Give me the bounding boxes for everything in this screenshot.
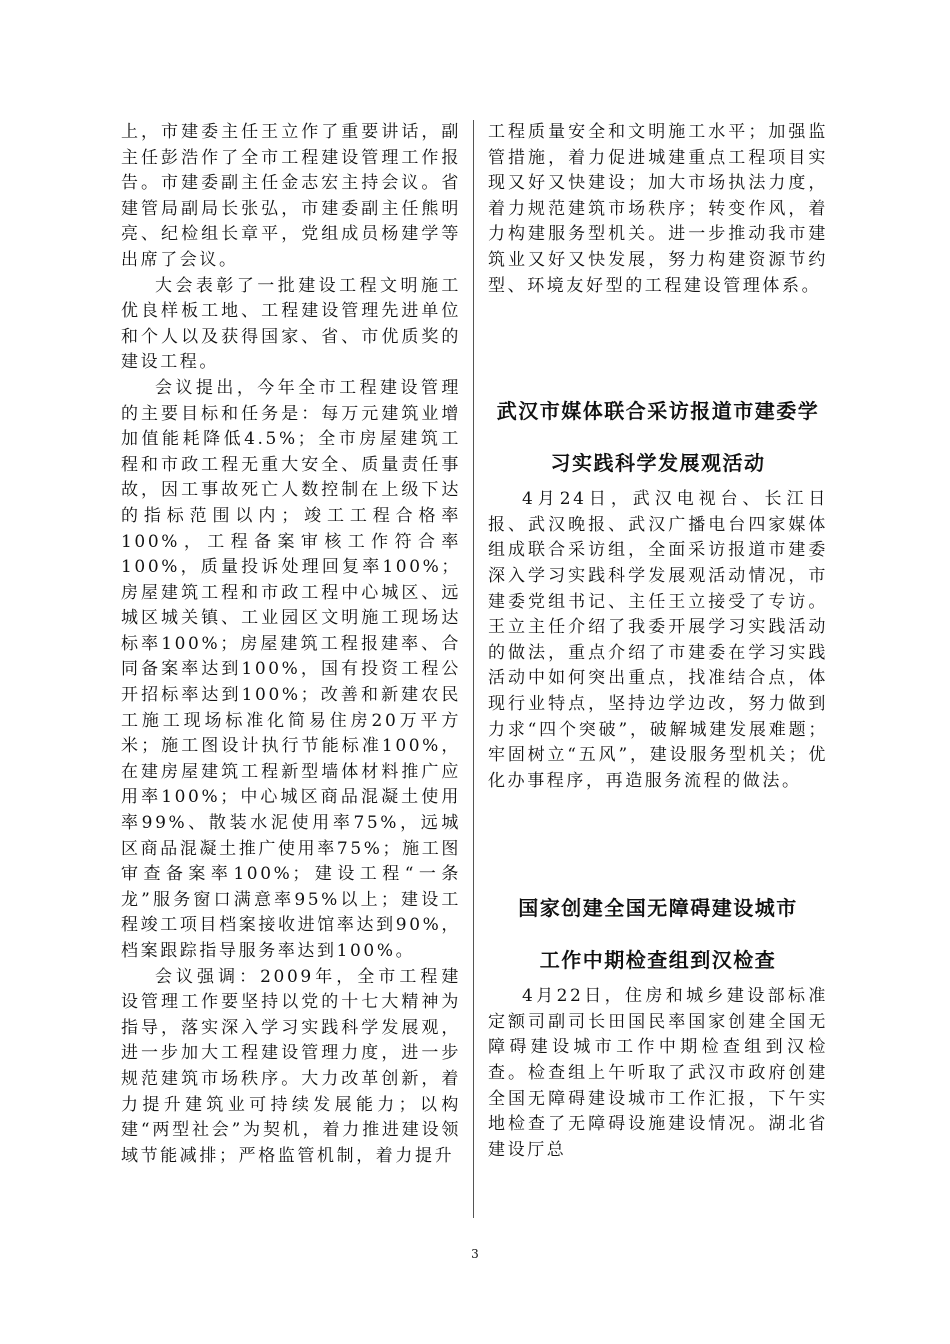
paragraph: 上，市建委主任王立作了重要讲话，副主任彭浩作了全市工程建设管理工作报告。市建委副主任金志宏主持会议。省建管局副局长张弘，市建委副主任熊明亮、纪检组长章平，党组成员杨建学等出席了会议。: [121, 122, 461, 270]
paragraph: 会议强调：2009年，全市工程建设管理工作要坚持以党的十七大精神为指导，落实深入学习实践科学发展观，进一步加大工程建设管理力度，进一步规范建筑市场秩序。大力改革创新，着力提升建筑业可持续发展能力；以构建“两型社会”为契机，着力推进建设领域节能减排；严格监管机制，着力提升: [121, 966, 461, 1166]
column-divider: [473, 120, 474, 1218]
page-number: 3: [471, 1247, 479, 1261]
paragraph: 工程质量安全和文明施工水平；加强监管措施，着力促进城建重点工程项目实现又好又快建设；加大市场执法力度，着力规范建筑市场秩序；转变作风，着力构建服务型机关。进一步推动我市建筑业又好又快发展，努力构建资源节约型、环境友好型的工程建设管理体系。: [488, 122, 828, 296]
article-title: 工作中期检查组到汉检查: [539, 948, 777, 973]
article-title: 国家创建全国无障碍建设城市: [518, 896, 798, 921]
paragraph: 4月24日，武汉电视台、长江日报、武汉晚报、武汉广播电台四家媒体组成联合采访组，全面采访报道市建委深入学习实践科学发展观活动情况，市建委党组书记、主任王立接受了专访。王立主任介绍了我委开展学习实践活动的做法，重点介绍了市建委在学习实践活动中如何突出重点，找准结合点，体现行业特点，坚持边学边改，努力做到力求“四个突破”，破解城建发展难题；牢固树立“五风”，建设服务型机关；优化办事程序，再造服务流程的做法。: [488, 489, 828, 791]
paragraph: 会议提出，今年全市工程建设管理的主要目标和任务是：每万元建筑业增加值能耗降低4.5%；全市房屋建筑工程和市政工程无重大安全、质量责任事故，因工事故死亡人数控制在上级下达的指标范围以内；竣工工程合格率100%，工程备案审核工作符合率100%，质量投诉处理回复率100%；房屋建筑工程和市政工程中心城区、远城区城关镇、工业园区文明施工现场达标率100%；房屋建筑工程报建率、合同备案率达到100%，国有投资工程公开招标率达到100%；改善和新建农民工施工现场标准化简易住房20万平方米；施工图设计执行节能标准100%，在建房屋建筑工程新型墙体材料推广应用率100%；中心城区商品混凝土使用率99%、散装水泥使用率75%，远城区商品混凝土推广使用率75%；施工图审查备案率100%；建设工程“一条龙”服务窗口满意率95%以上；建设工程竣工项目档案接收进馆率达到90%，档案跟踪指导服务率达到100%。: [121, 377, 461, 961]
left-column: [121, 120, 461, 1169]
article-title: 习实践科学发展观活动: [550, 451, 766, 476]
right-column: [488, 120, 828, 1163]
paragraph: 大会表彰了一批建设工程文明施工优良样板工地、工程建设管理先进单位和个人以及获得国家、省、市优质奖的建设工程。: [121, 275, 461, 373]
paragraph: 4月22日，住房和城乡建设部标准定额司副司长田国民率国家创建全国无障碍建设城市工作中期检查组到汉检查。检查组上午听取了武汉市政府创建全国无障碍建设城市工作汇报，下午实地检查了无障碍设施建设情况。湖北省建设厅总: [488, 986, 828, 1160]
article-title: 武汉市媒体联合采访报道市建委学: [496, 399, 820, 424]
